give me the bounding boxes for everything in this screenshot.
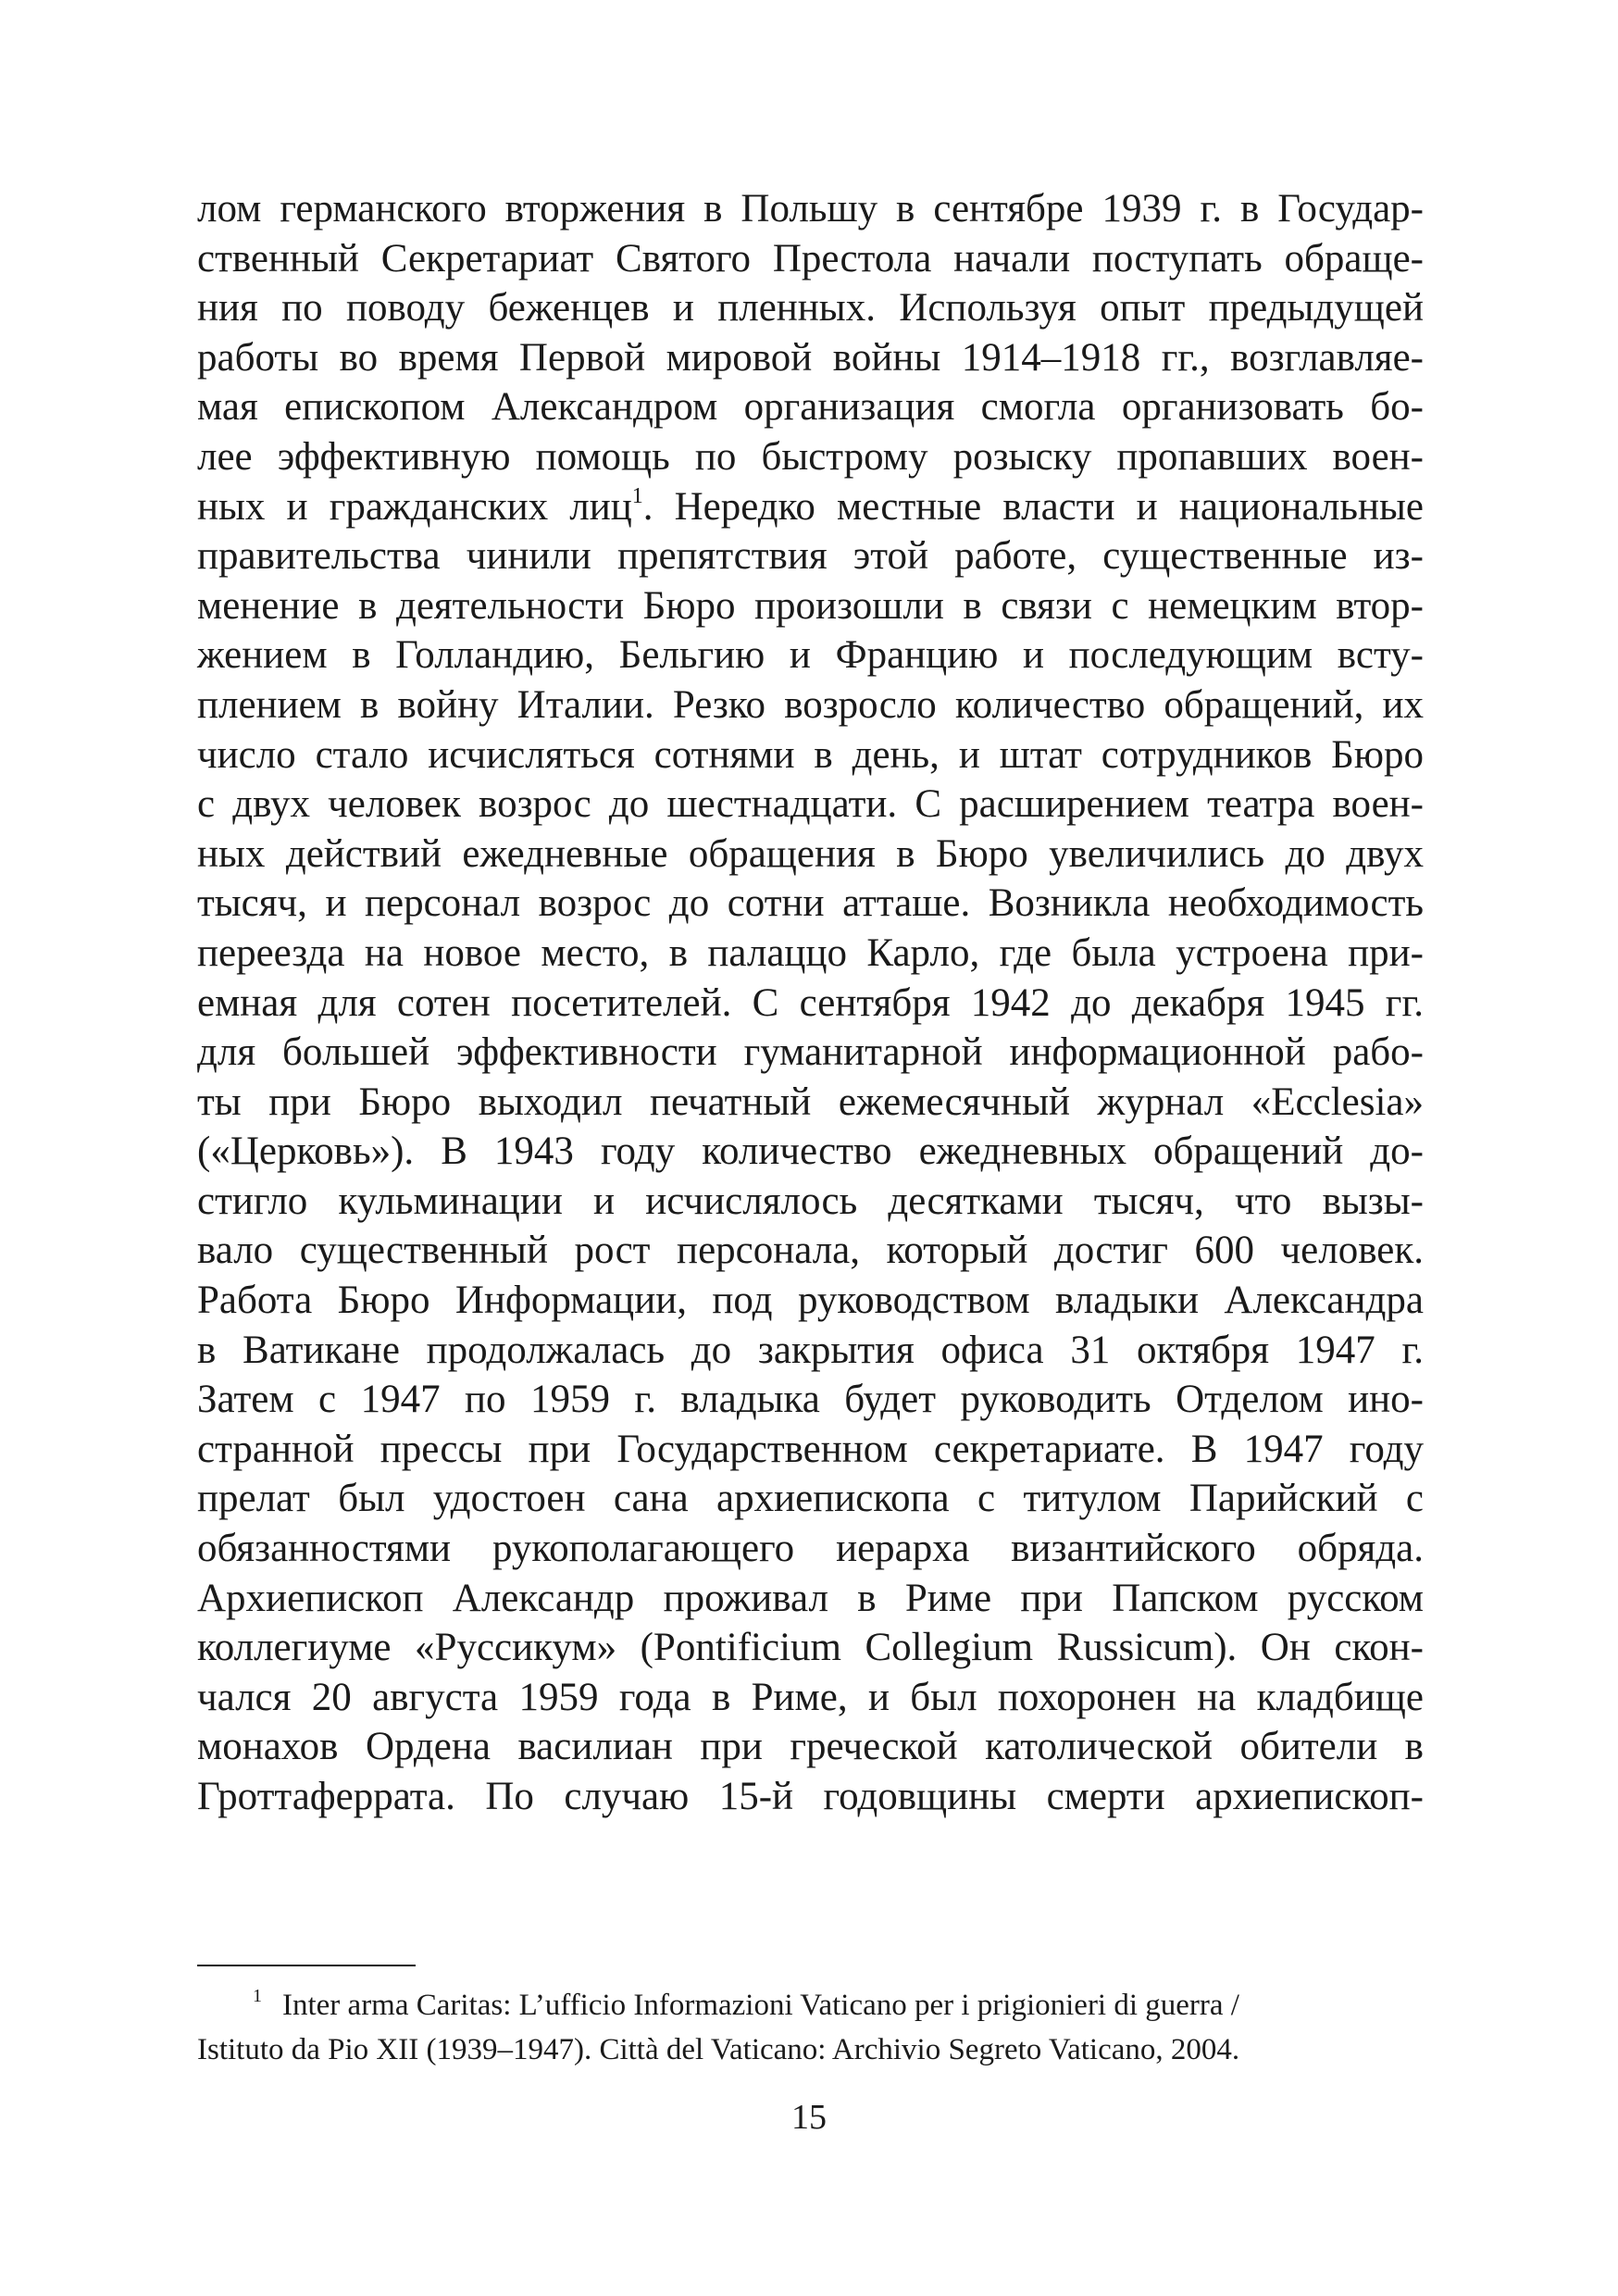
text-line: ственный Секретариат Святого Престола начали поступать обраще- (197, 236, 1424, 281)
text-line: лее эффективную помощь по быстрому розыску пропавших воен- (197, 434, 1424, 479)
text-line: число стало исчисляться сотнями в день, и штат сотрудников Бюро (197, 732, 1424, 777)
text-line: прелат был удостоен сана архиепископа с титулом Парийский с (197, 1477, 1424, 1521)
text-line: вало существенный рост персонала, который достиг 600 человек. (197, 1229, 1424, 1273)
footnote-reference[interactable]: 1 (631, 483, 643, 508)
text-line: плением в войну Италии. Резко возросло количество обращений, их (197, 682, 1424, 727)
text-line-with-footnote-ref (197, 482, 1424, 532)
footnote (197, 1983, 1424, 2072)
text-line: обязанностями рукополагающего иерарха византийского обряда. (197, 1527, 1424, 1571)
text-line: емная для сотен посетителей. С сентября 1942 до декабря 1945 гг. (197, 980, 1424, 1025)
text-line: мая епископом Александром организация смогла организовать бо- (197, 385, 1424, 430)
text-line: странной прессы при Государственном секретариате. В 1947 году (197, 1427, 1424, 1471)
text-line: в Ватикане продолжалась до закрытия офиса 31 октября 1947 г. (197, 1328, 1424, 1372)
text-fragment: . Нередко местные власти и национальные (642, 484, 1424, 529)
text-line: коллегиуме «Руссикум» (Pontificium Collegium Russicum). Он скон- (197, 1626, 1424, 1670)
text-line: стигло кульминации и исчислялось десятками тысяч, что вызы- (197, 1179, 1424, 1223)
text-line: менение в деятельности Бюро произошли в связи с немецким втор- (197, 583, 1424, 628)
text-line: Архиепископ Александр проживал в Риме при Папском русском (197, 1576, 1424, 1620)
footnote-separator (197, 1965, 416, 1966)
text-line: жением в Голландию, Бельгию и Францию и последующим всту- (197, 633, 1424, 678)
text-fragment: ных и гражданских лиц (197, 484, 632, 529)
text-line: чался 20 августа 1959 года в Риме, и был похоронен на кладбище (197, 1675, 1424, 1719)
footnote-mark: 1 (253, 1986, 262, 2006)
text-line: ных действий ежедневные обращения в Бюро увеличились до двух (197, 831, 1424, 876)
footnote-line (197, 1983, 1424, 2028)
text-line: («Церковь»). В 1943 году количество ежедневных обращений до- (197, 1129, 1424, 1174)
text-line: с двух человек возрос до шестнадцати. С расширением театра воен- (197, 782, 1424, 827)
text-line: работы во время Первой мировой войны 1914–1918 гг., возглавляе- (197, 335, 1424, 380)
text-line: ты при Бюро выходил печатный ежемесячный журнал «Ecclesia» (197, 1079, 1424, 1124)
text-line: ния по поводу беженцев и пленных. Используя опыт предыдущей (197, 286, 1424, 331)
footnote-text: Inter arma Caritas: L’ufficio Informazioni Vaticano per i prigionieri di guerra / (282, 1989, 1239, 2022)
text-line: переезда на новое место, в палаццо Карло, где была устроена при- (197, 930, 1424, 975)
text-line: монахов Ордена василиан при греческой католической обители в (197, 1725, 1424, 1769)
text-line: Затем с 1947 по 1959 г. владыка будет руководить Отделом ино- (197, 1378, 1424, 1422)
text-line: Работа Бюро Информации, под руководством владыки Александра (197, 1279, 1424, 1323)
text-line: тысяч, и персонал возрос до сотни атташе. Возникла необходимость (197, 881, 1424, 926)
text-line: лом германского вторжения в Польшу в сентябре 1939 г. в Государ- (197, 187, 1424, 231)
text-line: для большей эффективности гуманитарной информационной рабо- (197, 1030, 1424, 1075)
main-text (197, 184, 1424, 1822)
page-number: 15 (791, 2098, 827, 2137)
text-line: правительства чинили препятствия этой работе, существенные из- (197, 534, 1424, 579)
footnote-line: Istituto da Pio XII (1939–1947). Città del Vaticano: Archivio Segreto Vaticano, 2004. (197, 2033, 1240, 2066)
text-line: Гроттаферрата. По случаю 15-й годовщины смерти архиепископ- (197, 1775, 1424, 1818)
